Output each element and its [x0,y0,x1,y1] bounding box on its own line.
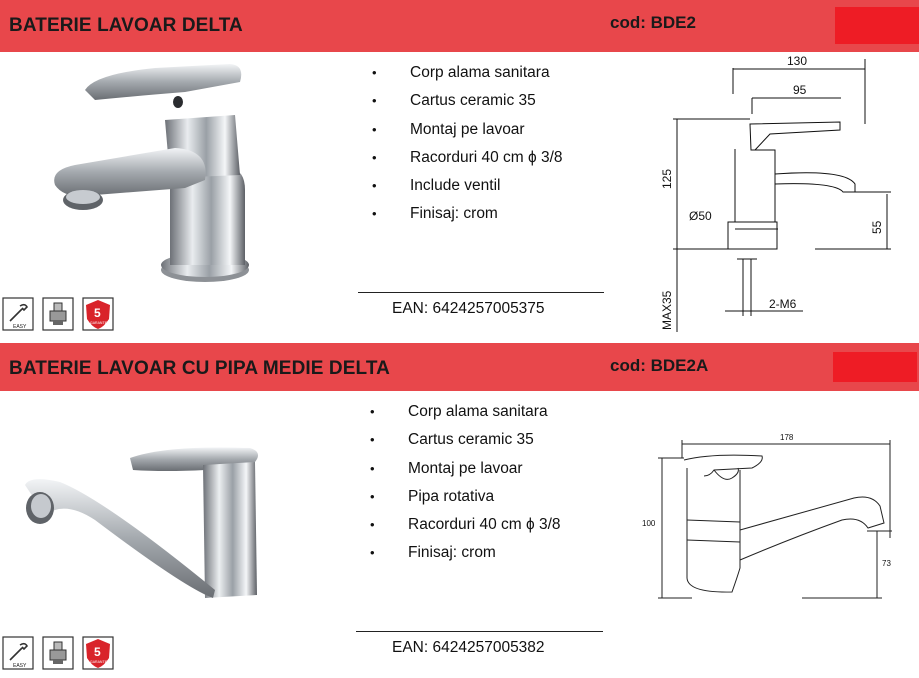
feature-item: • Racorduri 40 cm ϕ 3/8 [372,148,563,166]
bullet-icon: • [370,545,375,561]
bullet-icon: • [372,149,377,165]
feature-list [370,402,561,572]
cartridge-icon [42,297,74,331]
dim-height: 100 [642,519,656,528]
warranty-badge-icon [82,636,114,670]
svg-text:GARANTIE: GARANTIE [90,321,108,325]
product-section-bde2a [0,340,919,678]
bullet-icon: • [372,121,377,137]
dim-width-total: 130 [787,54,808,68]
dim-width-inner: 95 [793,83,807,97]
ean-code: EAN: 6424257005375 [392,300,545,317]
bullet-icon: • [372,93,377,109]
svg-text:EASY: EASY [13,663,27,669]
dim-max: MAX35 [660,290,674,330]
code-color-box [833,352,917,382]
feature-item: • Include ventil [372,177,501,195]
ean-divider [356,631,603,632]
bullet-icon: • [372,178,377,194]
svg-text:EASY: EASY [13,324,27,330]
feature-item: • Corp alama sanitara [370,403,548,420]
product-header [0,343,919,391]
feature-item: • Finisaj: crom [372,205,498,223]
dim-spout-height: 55 [870,220,884,234]
feature-item: • Corp alama sanitara [372,64,550,81]
faucet-photo [35,60,265,290]
product-title: BATERIE LAVOAR DELTA [9,15,243,36]
dim-width: 178 [780,433,794,442]
bullet-icon: • [370,404,375,419]
dim-thread: 2-M6 [769,297,797,311]
code-color-box [835,7,919,44]
dim-base-diameter: Ø50 [689,209,712,223]
ean-code: EAN: 6424257005382 [392,639,545,656]
bullet-icon: • [370,460,375,476]
bullet-icon: • [370,517,375,533]
bullet-icon: • [370,488,375,504]
warranty-badge-icon [82,297,114,331]
cartridge-icon [42,636,74,670]
ean-divider [358,292,604,293]
feature-item: • Montaj pe lavoar [370,459,523,477]
product-title: BATERIE LAVOAR CU PIPA MEDIE DELTA [9,358,390,379]
easy-install-icon [2,297,34,331]
technical-drawing [655,54,917,336]
bullet-icon: • [370,432,375,448]
faucet-photo [15,440,275,610]
feature-item: • Cartus ceramic 35 [372,92,536,110]
product-code: cod: BDE2A [610,356,709,375]
feature-item: • Cartus ceramic 35 [370,431,534,449]
dim-spout-height: 73 [882,559,891,568]
feature-list [372,63,563,233]
svg-text:5: 5 [94,645,101,659]
technical-drawing [632,428,917,628]
product-header [0,0,919,52]
feature-icons [2,636,114,670]
feature-item: • Montaj pe lavoar [372,120,525,138]
feature-item: • Racorduri 40 cm ϕ 3/8 [370,516,561,534]
feature-icons [2,297,114,331]
svg-text:5: 5 [94,306,101,320]
bullet-icon: • [372,206,377,222]
bullet-icon: • [372,65,377,80]
dim-height: 125 [660,168,674,189]
feature-item: • Pipa rotativa [370,487,495,505]
product-code: cod: BDE2 [610,13,696,32]
easy-install-icon [2,636,34,670]
svg-text:GARANTIE: GARANTIE [90,660,108,664]
feature-item: • Finisaj: crom [370,544,496,562]
